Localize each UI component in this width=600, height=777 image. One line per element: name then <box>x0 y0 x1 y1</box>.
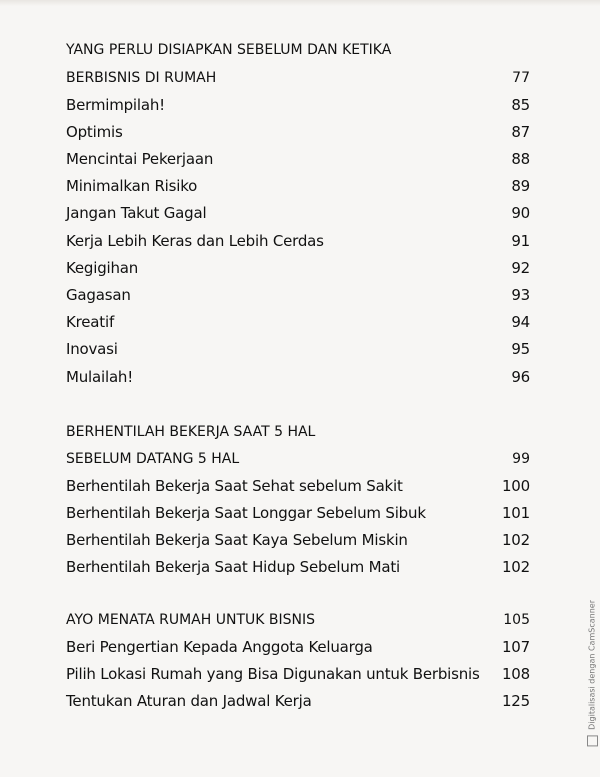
page-number: 85 <box>511 96 530 114</box>
page-number: 90 <box>511 204 530 222</box>
toc-entry <box>66 119 530 145</box>
entry-title: Kreatif <box>66 313 115 331</box>
toc-entry <box>66 282 530 308</box>
entry-title: Pilih Lokasi Rumah yang Bisa Digunakan untuk Berbisnis <box>66 665 480 683</box>
section-heading-text: SEBELUM DATANG 5 HAL <box>66 451 240 467</box>
entry-title: Mencintai Pekerjaan <box>66 150 214 168</box>
toc-entry <box>66 92 530 118</box>
toc-entry <box>66 146 530 172</box>
page-number: 102 <box>501 531 530 549</box>
section-2-heading-line-1 <box>66 419 530 445</box>
toc-entry <box>66 309 530 335</box>
page-number: 77 <box>512 70 530 86</box>
toc-entry <box>66 173 530 199</box>
toc-entry <box>66 255 530 281</box>
page-number: 99 <box>512 451 530 467</box>
toc-entry <box>66 500 530 526</box>
entry-title: Berhentilah Bekerja Saat Hidup Sebelum Mati <box>66 558 400 576</box>
page-number: 107 <box>501 638 530 656</box>
scanner-watermark <box>587 600 598 746</box>
toc-entry <box>66 688 530 714</box>
page-number: 125 <box>501 692 530 710</box>
toc-entry <box>66 661 530 687</box>
entry-title: Inovasi <box>66 340 118 358</box>
entry-title: Berhentilah Bekerja Saat Sehat sebelum Sakit <box>66 477 403 495</box>
page-number: 93 <box>511 286 530 304</box>
toc-entry <box>66 200 530 226</box>
entry-title: Minimalkan Risiko <box>66 177 198 195</box>
page-number: 96 <box>511 368 530 386</box>
entry-title: Berhentilah Bekerja Saat Kaya Sebelum Miskin <box>66 531 408 549</box>
page-number: 89 <box>511 177 530 195</box>
entry-title: Optimis <box>66 123 123 141</box>
toc-entry <box>66 554 530 580</box>
page-number: 105 <box>503 612 530 628</box>
page-number: 88 <box>511 150 530 168</box>
page-number: 100 <box>501 477 530 495</box>
camscanner-icon <box>587 735 598 746</box>
section-heading-text: YANG PERLU DISIAPKAN SEBELUM DAN KETIKA <box>66 42 392 58</box>
page-top-edge <box>0 0 600 6</box>
scanner-watermark-text: Digitalisasi dengan CamScanner <box>587 600 597 730</box>
entry-title: Gagasan <box>66 286 131 304</box>
entry-title: Kegigihan <box>66 259 139 277</box>
page-number: 95 <box>511 340 530 358</box>
section-heading-text: BERHENTILAH BEKERJA SAAT 5 HAL <box>66 424 316 440</box>
toc-entry <box>66 228 530 254</box>
entry-title: Jangan Takut Gagal <box>66 204 207 222</box>
entry-title: Tentukan Aturan dan Jadwal Kerja <box>66 692 312 710</box>
page-number: 87 <box>511 123 530 141</box>
page-number: 101 <box>501 504 530 522</box>
section-heading-text: AYO MENATA RUMAH UNTUK BISNIS <box>66 612 315 628</box>
page-number: 102 <box>501 558 530 576</box>
page-number: 108 <box>501 665 530 683</box>
page-number: 91 <box>511 232 530 250</box>
section-1-heading-line-1 <box>66 37 530 63</box>
entry-title: Berhentilah Bekerja Saat Longgar Sebelum Sibuk <box>66 504 426 522</box>
toc-entry <box>66 364 530 390</box>
page-number: 92 <box>511 259 530 277</box>
toc-entry <box>66 527 530 553</box>
entry-title: Kerja Lebih Keras dan Lebih Cerdas <box>66 232 324 250</box>
entry-title: Bermimpilah! <box>66 96 165 114</box>
section-heading-text: BERBISNIS DI RUMAH <box>66 70 217 86</box>
section-2-heading-line-2 <box>66 446 530 472</box>
toc-entry <box>66 634 530 660</box>
toc-entry <box>66 336 530 362</box>
entry-title: Mulailah! <box>66 368 134 386</box>
entry-title: Beri Pengertian Kepada Anggota Keluarga <box>66 638 373 656</box>
section-3-heading <box>66 607 530 633</box>
section-1-heading-line-2 <box>66 65 530 91</box>
toc-entry <box>66 473 530 499</box>
page-number: 94 <box>511 313 530 331</box>
